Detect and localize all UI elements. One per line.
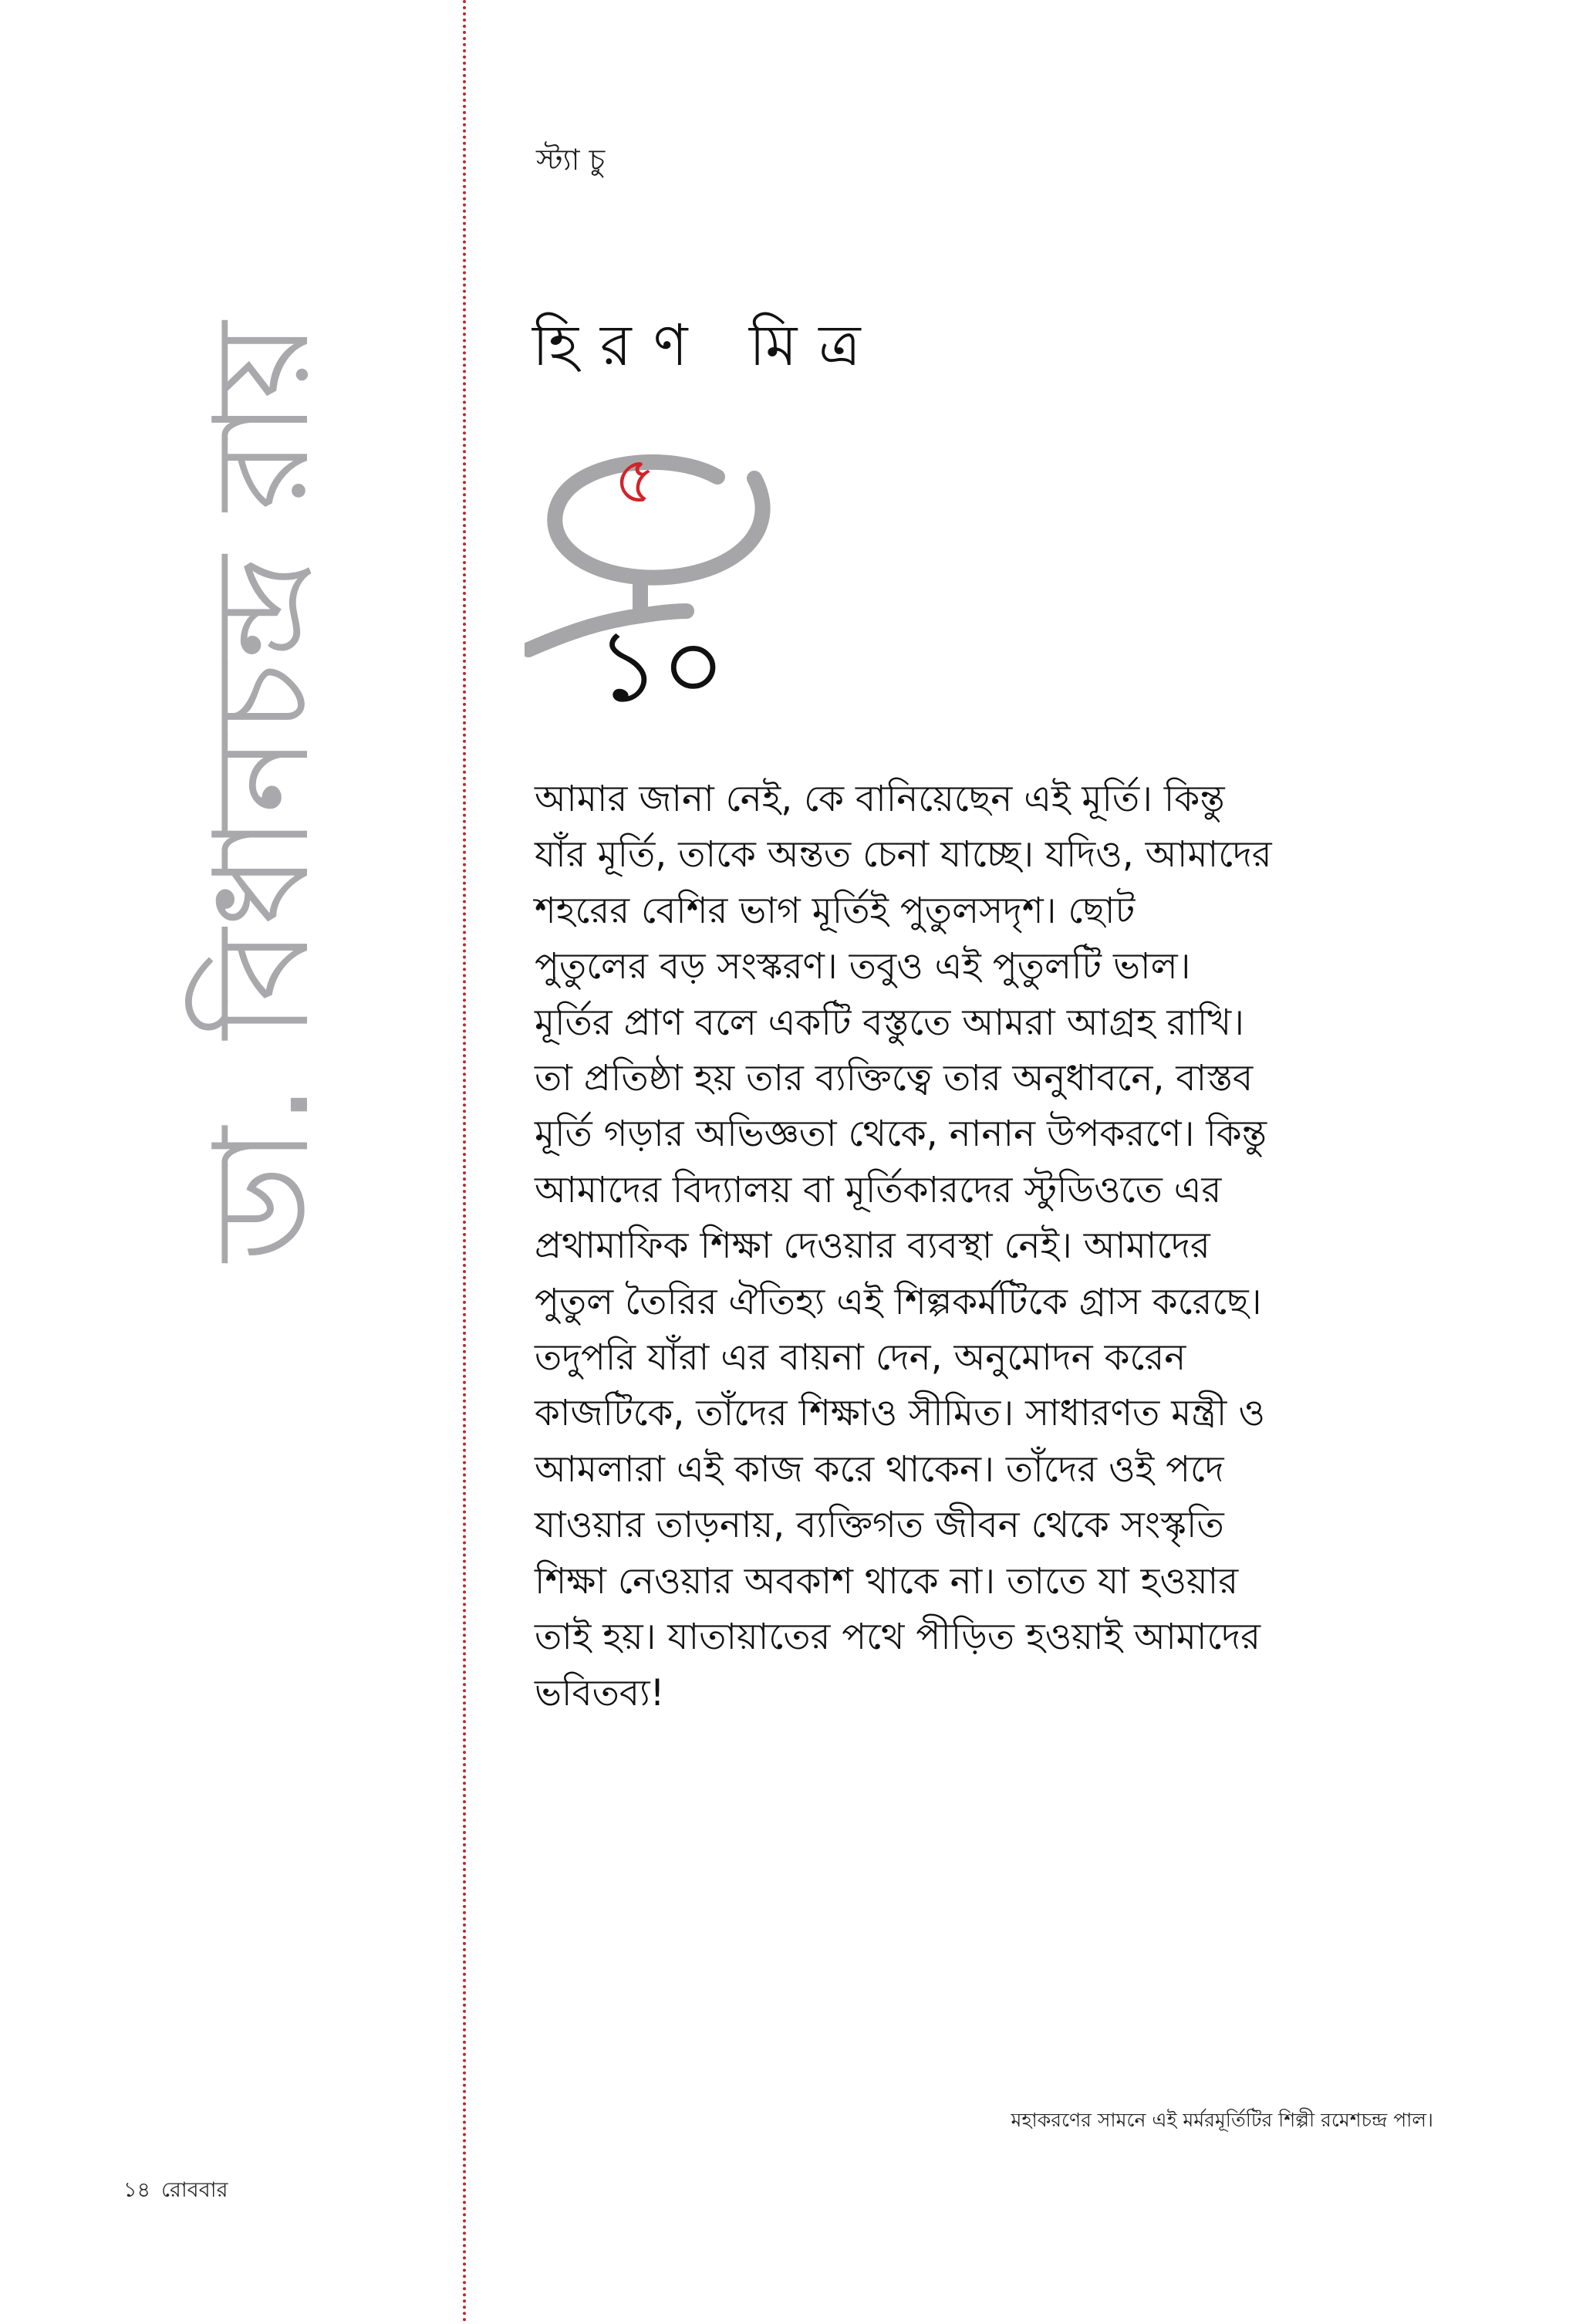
article-line: প্রথামাফিক শিক্ষা দেওয়ার ব্যবস্থা নেই। আমাদের xyxy=(535,1224,1210,1268)
section-label: স্ট্যা চু xyxy=(536,143,606,177)
article-line: মূর্তির প্রাণ বলে একটি বস্তুতে আমরা আগ্রহ রাখি। xyxy=(535,1001,1244,1044)
article-line: ভবিতব্য! xyxy=(535,1671,665,1714)
article-line: শিক্ষা নেওয়ার অবকাশ থাকে না। তাতে যা হওয়ার xyxy=(535,1559,1239,1603)
page-number: ১৪ xyxy=(123,2178,151,2202)
photo-caption: মহাকরণের সামনে এই মর্মরমূর্তিটির শিল্পী রমেশচন্দ্র পাল। xyxy=(1011,2109,1433,2131)
article-line: তাই হয়। যাতায়াতের পথে পীড়িত হওয়াই আমাদের xyxy=(535,1616,1260,1659)
article-line: পুতুলের বড় সংস্করণ। তবুও এই পুতুলটি ভাল। xyxy=(535,945,1191,988)
author-name: হিরণ মিত্র xyxy=(532,312,882,379)
statue-subject-title: ডা. বিধানচন্দ্র রায় xyxy=(186,319,339,1262)
article-line: কাজটিকে, তাঁদের শিক্ষাও সীমিত। সাধারণত মন্ত্রী ও xyxy=(535,1392,1265,1435)
page-folio xyxy=(123,2174,228,2209)
article-line: আমার জানা নেই, কে বানিয়েছেন এই মূর্তি। কিন্তু xyxy=(535,778,1225,820)
article-line: আমাদের বিদ্যালয় বা মূর্তিকারদের স্টুডিওতে এর xyxy=(535,1168,1222,1211)
dotted-divider xyxy=(463,0,466,2324)
article-body xyxy=(535,772,1445,1721)
article-line: যাওয়ার তাড়নায়, ব্যক্তিগত জীবন থেকে সংস্কৃতি xyxy=(535,1504,1224,1547)
article-line: তা প্রতিষ্ঠা হয় তার ব্যক্তিত্বে তার অনুধাবনে, বাস্তব xyxy=(535,1057,1254,1100)
article-line: শহরের বেশির ভাগ মূর্তিই পুতুলসদৃশ। ছোট xyxy=(535,889,1136,932)
series-number: ৫ xyxy=(614,442,656,518)
article-line: পুতুল তৈরির ঐতিহ্য এই শিল্পকর্মটিকে গ্রাস করেছে। xyxy=(535,1280,1262,1323)
article-line: মূর্তি গড়ার অভিজ্ঞতা থেকে, নানান উপকরণে। কিন্তু xyxy=(535,1113,1267,1156)
series-emblem xyxy=(525,442,779,725)
article-line: তদুপরি যাঁরা এর বায়না দেন, অনুমোদন করেন xyxy=(535,1336,1186,1380)
magazine-name: রোববার xyxy=(161,2178,228,2202)
article-line: আমলারা এই কাজ করে থাকেন। তাঁদের ওই পদে xyxy=(535,1447,1224,1491)
issue-number: ১০ xyxy=(596,607,726,725)
article-line: যাঁর মূর্তি, তাকে অন্তত চেনা যাচ্ছে। যদিও, আমাদের xyxy=(535,833,1272,877)
